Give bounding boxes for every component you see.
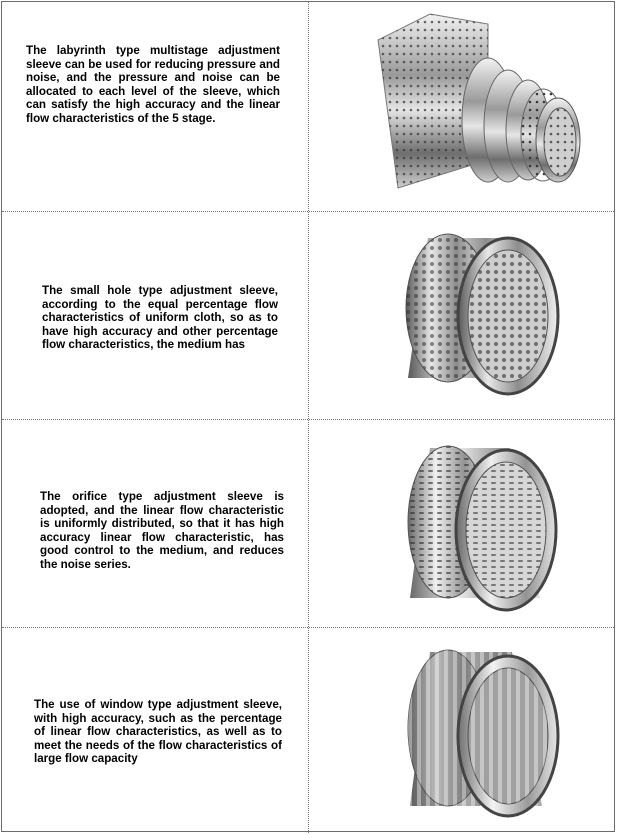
small-hole-sleeve-image: [388, 228, 564, 406]
column-divider: [308, 420, 309, 627]
row-description: The labyrinth type multistage adjustment sleeve can be used for reducing pressure and noise, and the pressure and noise can be allocated to each level of the sleeve, which can satisfy the high accuracy and the linear flow characteristics of the 5 stage.: [26, 44, 280, 125]
orifice-sleeve-image: [390, 438, 560, 616]
row-description: The small hole type adjustment sleeve, according to the equal percentage flow characteristics of uniform cloth, so as to have high accuracy and other percentage flow characteristics, the medium has: [42, 284, 278, 352]
table-row: [2, 627, 614, 833]
table-row: [2, 419, 614, 627]
column-divider: [308, 212, 309, 419]
row-description: The orifice type adjustment sleeve is adopted, and the linear flow characteristic is uniformly distributed, so that it has high accuracy linear flow characteristic, has good control to the medium, and reduces the noise series.: [40, 490, 284, 571]
row-description: The use of window type adjustment sleeve, with high accuracy, such as the percentage of linear flow characteristics, as well as to meet the needs of the flow characteristics of large flow capacity: [34, 698, 282, 766]
table-row: [2, 2, 614, 211]
window-sleeve-image: [390, 642, 562, 822]
labyrinth-sleeve-image: [338, 10, 590, 202]
column-divider: [308, 2, 309, 211]
product-table: [1, 1, 615, 832]
table-row: [2, 211, 614, 419]
column-divider: [308, 628, 309, 833]
